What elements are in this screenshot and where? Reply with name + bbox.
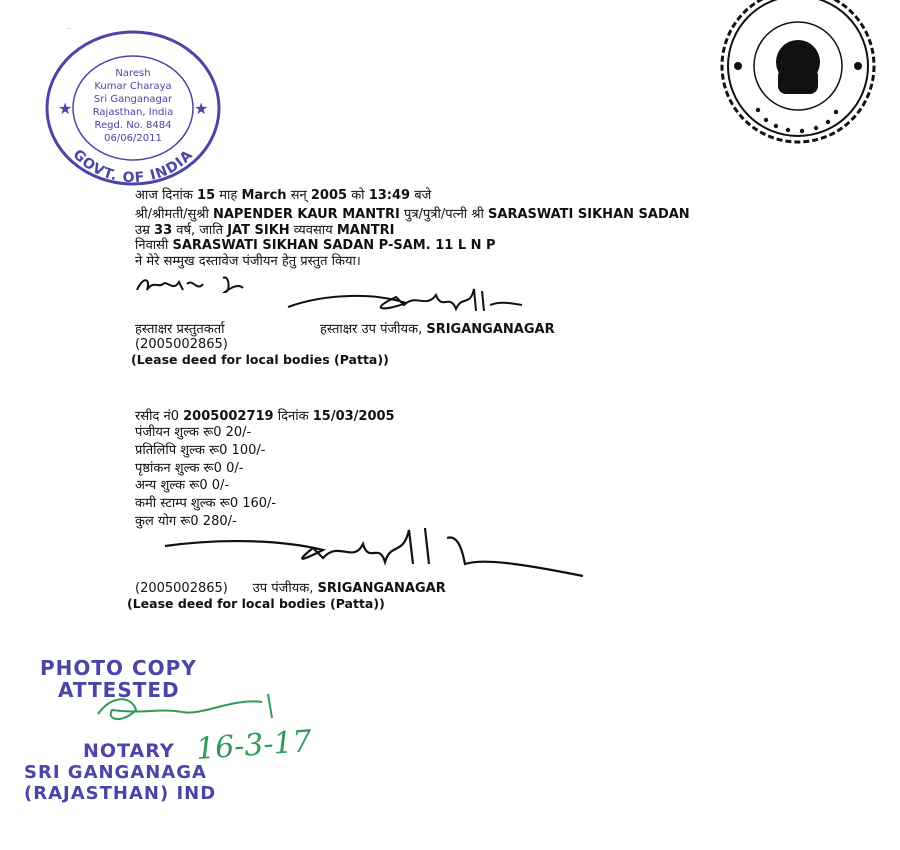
registrar-signature bbox=[286, 283, 526, 323]
attestation-handwritten-date: 16-3-17 bbox=[194, 724, 313, 767]
presenter-caste: JAT SIKH bbox=[227, 223, 290, 238]
presenter-signature bbox=[133, 270, 253, 304]
notary-seal-top-text bbox=[42, 28, 144, 33]
attestation-line-5: (RAJASTHAN) IND bbox=[24, 783, 217, 804]
registration-line-statement: ने मेरे सम्मुख दस्तावेज पंजीयन हेतु प्रस्तुत किया। bbox=[135, 254, 361, 269]
registrar-sign-line: हस्ताक्षर उप पंजीयक, SRIGANGANAGAR bbox=[320, 322, 555, 337]
star-icon: ★ bbox=[58, 99, 73, 118]
notary-seal-line: 06/06/2011 bbox=[104, 133, 162, 144]
receipt-date: 15/03/2005 bbox=[312, 409, 395, 424]
registrar-office-seal bbox=[706, 0, 886, 150]
document-number: (2005002865) bbox=[135, 337, 228, 352]
registration-line-age: उम्र 33 वर्ष, जाति JAT SIKH व्यवसाय MANTRI bbox=[135, 223, 395, 238]
fee-line: पंजीयन शुल्क रू0 20/- bbox=[135, 425, 252, 440]
registration-day: 15 bbox=[197, 188, 216, 203]
document-type: (Lease deed for local bodies (Patta)) bbox=[131, 352, 389, 367]
presenter-address: SARASWATI SIKHAN SADAN P-SAM. 11 L N P bbox=[172, 238, 496, 253]
notary-seal-line: Regd. No. 8484 bbox=[94, 120, 172, 131]
attestation-line-1: PHOTO COPY bbox=[40, 656, 197, 680]
presenter-name: NAPENDER KAUR MANTRI bbox=[212, 207, 400, 222]
presenter-age: 33 bbox=[154, 223, 173, 238]
attestation-line-2: ATTESTED bbox=[58, 678, 180, 702]
notary-seal-bottom-text: GOVT. OF INDIA bbox=[69, 146, 197, 187]
receipt-doc-type: (Lease deed for local bodies (Patta)) bbox=[127, 596, 385, 611]
registration-year: 2005 bbox=[310, 188, 348, 203]
attestation-line-3: NOTARY bbox=[83, 740, 175, 762]
registration-line-address: निवासी SARASWATI SIKHAN SADAN P-SAM. 11 L N P bbox=[135, 238, 496, 253]
fee-line: प्रतिलिपि शुल्क रू0 100/- bbox=[135, 443, 266, 458]
fee-total: कुल योग रू0 280/- bbox=[135, 514, 237, 529]
registration-time: 13:49 bbox=[368, 188, 411, 203]
receipt-doc-line: (2005002865) उप पंजीयक, SRIGANGANAGAR bbox=[135, 581, 446, 596]
fee-line: कमी स्टाम्प शुल्क रू0 160/- bbox=[135, 496, 277, 511]
receipt-number: 2005002719 bbox=[183, 409, 274, 424]
notary-seal-line: Rajasthan, India bbox=[92, 107, 174, 118]
fee-line: अन्य शुल्क रू0 0/- bbox=[135, 478, 230, 493]
receipt-header: रसीद नं0 2005002719 दिनांक 15/03/2005 bbox=[135, 409, 395, 424]
registration-line-name: श्री/श्रीमती/सुश्री NAPENDER KAUR MANTRI पुत्र/पुत्री/पत्नी श्री SARASWATI SIKHAN SADAN bbox=[135, 207, 690, 222]
presenter-occupation: MANTRI bbox=[336, 223, 395, 238]
fee-line: पृष्ठांकन शुल्क रू0 0/- bbox=[135, 461, 244, 476]
svg-text:GOVT. OF INDIA bbox=[70, 147, 197, 187]
notary-seal-line: Naresh bbox=[115, 68, 151, 79]
presenter-sign-label: हस्ताक्षर प्रस्तुतकर्ता bbox=[135, 322, 225, 337]
notary-seal bbox=[42, 28, 224, 188]
registration-month: March bbox=[241, 188, 287, 203]
relative-name: SARASWATI SIKHAN SADAN bbox=[488, 207, 690, 222]
registrar-signature bbox=[163, 524, 593, 584]
star-icon: ★ bbox=[194, 99, 209, 118]
registration-line-date: आज दिनांक 15 माह March सन् 2005 को 13:49 बजे bbox=[135, 188, 432, 203]
notary-seal-line: Kumar Charaya bbox=[94, 81, 172, 92]
attestation-line-4: SRI GANGANAGA bbox=[24, 762, 207, 783]
notary-seal-line: Sri Ganganagar bbox=[93, 94, 173, 105]
